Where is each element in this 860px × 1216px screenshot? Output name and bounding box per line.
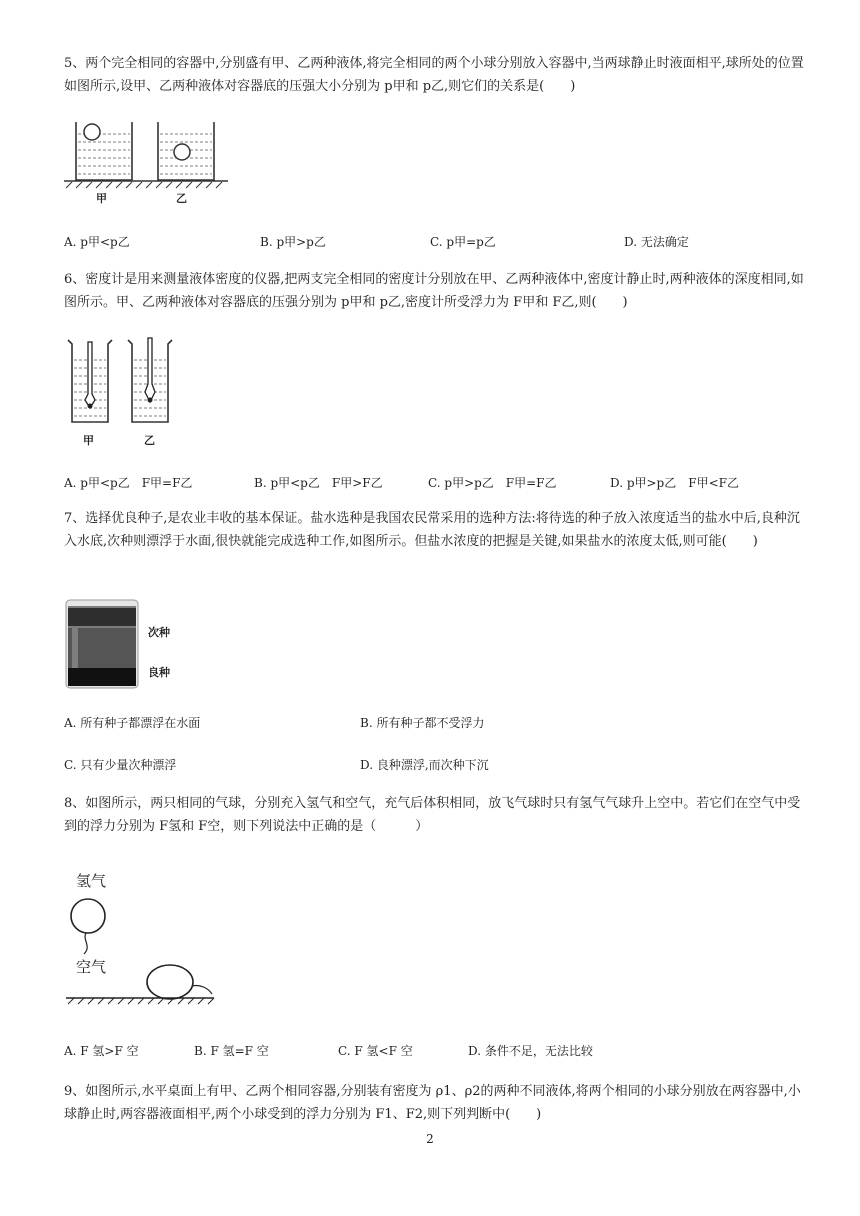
question-5-text: 5、两个完全相同的容器中,分别盛有甲、乙两种液体,将完全相同的两个小球分别放入容器中,当两球静止时液面相平,球所处的位置如图所示,设甲、乙两种液体对容器底的压强大小分别为 p甲和 p乙,则它们的关系是( ) xyxy=(64,56,804,94)
q6-option-a[interactable]: A. p甲<p乙 F甲=F乙 xyxy=(64,476,193,490)
q5-label-jia: 甲 xyxy=(96,192,107,205)
q5-option-c[interactable]: C. p甲=p乙 xyxy=(430,235,496,249)
question-7-text: 7、选择优良种子,是农业丰收的基本保证。盐水选种是我国农民常采用的选种方法:将待选的种子放入浓度适当的盐水中后,良种沉入水底,次种则漂浮于水面,很快就能完成选种工作,如图所示。但盐水浓度的把握是关键,如果盐水的浓度太低,则可能( ) xyxy=(64,511,800,549)
q7-label-inferior-seed: 次种 xyxy=(148,626,170,639)
q8-balloon-figure xyxy=(62,890,218,1010)
q5-label-yi: 乙 xyxy=(176,192,187,205)
q8-label-hydrogen: 氢气 xyxy=(76,872,107,890)
question-8-text: 8、如图所示，两只相同的气球，分别充入氢气和空气，充气后体积相同，放飞气球时只有氢气气球升上空中。若它们在空气中受到的浮力分别为 F氢和 F空，则下列说法中正确的是（ ） xyxy=(64,796,801,834)
page-number: 2 xyxy=(426,1132,434,1146)
q8-option-c[interactable]: C. F 氢<F 空 xyxy=(338,1044,413,1058)
q5-option-d[interactable]: D. 无法确定 xyxy=(624,235,689,249)
q6-option-b[interactable]: B. p甲<p乙 F甲>F乙 xyxy=(254,476,383,490)
q8-label-air: 空气 xyxy=(76,958,107,976)
q7-options-row2 xyxy=(64,756,804,776)
q8-option-b[interactable]: B. F 氢=F 空 xyxy=(194,1044,269,1058)
q6-label-jia: 甲 xyxy=(83,434,94,447)
q5-option-b[interactable]: B. p甲>p乙 xyxy=(260,235,326,249)
q5-option-a[interactable]: A. p甲<p乙 xyxy=(64,235,130,249)
q5-options xyxy=(64,233,804,253)
question-9-text: 9、如图所示,水平桌面上有甲、乙两个相同容器,分别装有密度为 ρ1、ρ2的两种不同液体,将两个相同的小球分别放在两容器中,小球静止时,两容器液面相平,两个小球受到的浮力分别为 F1、F2,则下列判断中( ) xyxy=(64,1084,801,1122)
q7-label-good-seed: 良种 xyxy=(148,666,170,679)
q5-figure xyxy=(62,118,232,206)
q8-option-d[interactable]: D. 条件不足，无法比较 xyxy=(468,1044,593,1058)
q6-label-yi: 乙 xyxy=(144,434,155,447)
q7-options-row1 xyxy=(64,714,804,734)
q7-option-d[interactable]: D. 良种漂浮,而次种下沉 xyxy=(360,758,489,772)
q6-option-c[interactable]: C. p甲>p乙 F甲=F乙 xyxy=(428,476,557,490)
q7-option-c[interactable]: C. 只有少量次种漂浮 xyxy=(64,758,177,772)
q7-beaker-figure xyxy=(64,598,144,690)
q6-option-d[interactable]: D. p甲>p乙 F甲<F乙 xyxy=(610,476,739,490)
q8-option-a[interactable]: A. F 氢>F 空 xyxy=(64,1044,139,1058)
q7-option-a[interactable]: A. 所有种子都漂浮在水面 xyxy=(64,716,201,730)
q6-figure xyxy=(62,334,182,430)
q6-options xyxy=(64,474,804,494)
q8-options xyxy=(64,1042,804,1062)
q7-option-b[interactable]: B. 所有种子都不受浮力 xyxy=(360,716,485,730)
question-6-text: 6、密度计是用来测量液体密度的仪器,把两支完全相同的密度计分别放在甲、乙两种液体中,密度计静止时,两种液体的深度相同,如图所示。甲、乙两种液体对容器底的压强分别为 p甲和 p乙,密度计所受浮力为 F甲和 F乙,则( ) xyxy=(64,272,804,310)
